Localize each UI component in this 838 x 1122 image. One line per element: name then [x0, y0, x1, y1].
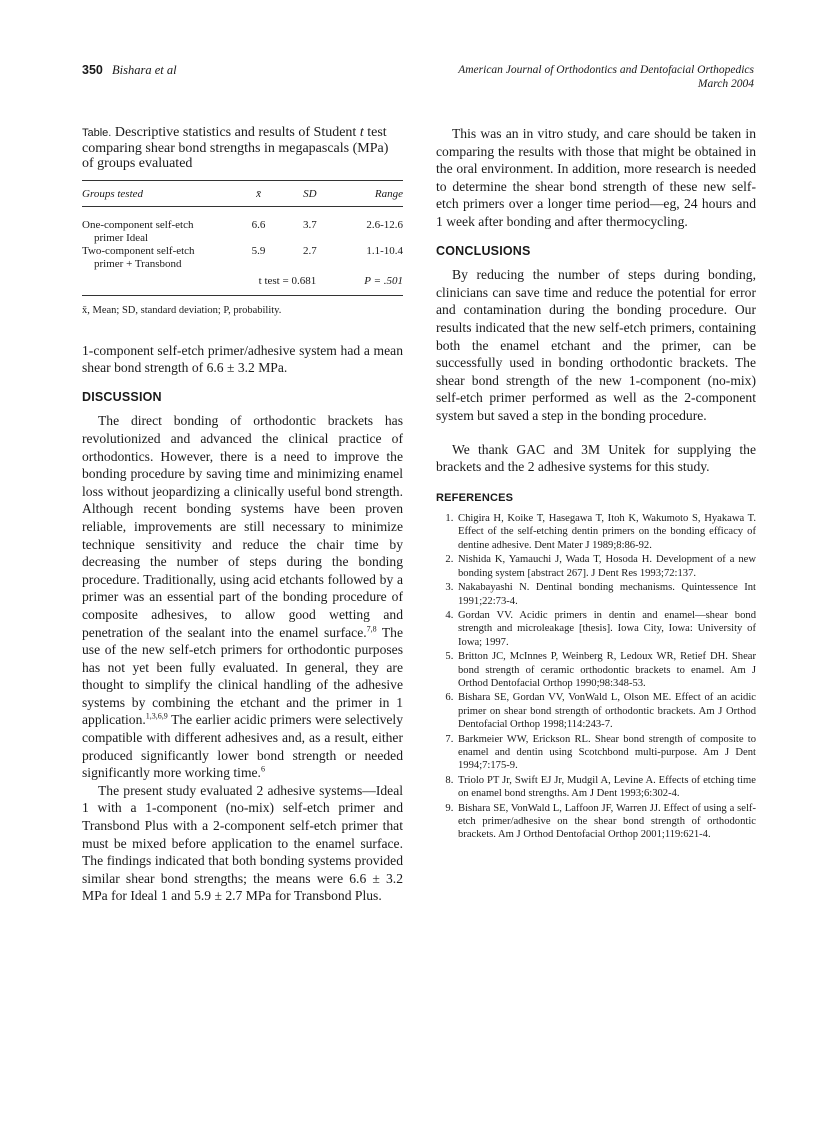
col-header-range: Range [339, 181, 403, 207]
cell-group [82, 207, 236, 246]
col-header-sd: SD [281, 181, 339, 207]
p-value: P = .501 [339, 271, 403, 296]
table-footnote: x̄, Mean; SD, standard deviation; P, probability. [82, 305, 282, 316]
table-caption-rest: test comparing shear bond strengths in megapascals (MPa) of groups evaluated [82, 125, 389, 171]
citation: 1,3,6,9 [145, 711, 168, 721]
journal-title: American Journal of Orthodontics and Dentofacial Orthopedics [458, 64, 754, 76]
table-header-row [82, 181, 403, 207]
cell-mean: 5.9 [251, 245, 266, 257]
conclusions-paragraph: By reducing the number of steps during bonding, clinicians can save time and reduce the potential for error and contamination during the bonding procedure. Our results indicated that the new self-etch primers, containing both the enamel etchant and the primer, can be successfully used in bonding orthodontic brackets. The shear bond strength of the new 1-component (no-mix) self-etch primer performed as well as the 2-component system but saved a step in the bonding procedure. [436, 267, 756, 423]
citation: 7,8 [366, 623, 377, 633]
reference-item: 2. Nishida K, Yamauchi J, Wada T, Hosoda H. Development of a new bonding system [abstract 267]. J Dent Res 1993;72:137. [456, 553, 756, 579]
acknowledgment: We thank GAC and 3M Unitek for supplying the brackets and the 2 adhesive systems for this study. [436, 441, 756, 475]
table-ttest-row [82, 271, 403, 296]
issue-date: March 2004 [697, 78, 754, 90]
ttest-value: t test = 0.681 [236, 271, 339, 296]
table-row [82, 245, 403, 271]
discussion-paragraph-2: The present study evaluated 2 adhesive systems—Ideal 1 with a 1-component (no-mix) self-etch primer and Transbond Plus with a 2-component self-etch primer that must be mixed before application to the enamel surface. The findings indicated that both bonding systems provided similar shear bond strengths; the means were 6.6 ± 3.2 MPa for Ideal 1 and 5.9 ± 2.7 MPa for Transbond Plus. [82, 782, 403, 904]
reference-item: 8. Triolo PT Jr, Swift EJ Jr, Mudgil A, Levine A. Effects of etching time on enamel bond strengths. Am J Dent 1993;6:302-4. [456, 774, 756, 800]
group-name-line1: One-component self-etch [82, 219, 194, 231]
reference-item: 7. Barkmeier WW, Erickson RL. Shear bond strength of composite to enamel and dentin using Scotchbond multi-purpose. Am J Dent 1994;7:175-9. [456, 733, 756, 773]
references-heading: REFERENCES [436, 491, 514, 504]
discussion-heading: DISCUSSION [82, 389, 162, 404]
table-caption-text: Descriptive statistics and results of Student [114, 125, 357, 140]
reference-item: 5. Britton JC, McInnes P, Weinberg R, Ledoux WR, Retief DH. Shear bond strength of ceramic orthodontic brackets to enamel. Am J Orthod Dentofacial Orthop 1990;98:348-53. [456, 650, 756, 690]
conclusions-heading: CONCLUSIONS [436, 243, 531, 258]
reference-item: 9. Bishara SE, VonWald L, Laffoon JF, Warren JJ. Effect of using a self-etch primer/adhesive on the shear bond strength of orthodontic brackets. Am J Orthod Dentofacial Orthop 2001;119:621-4. [456, 802, 756, 842]
page-number: 350 [82, 63, 103, 77]
group-name-line1: Two-component self-etch [82, 245, 195, 257]
group-name-line2: primer Ideal [94, 232, 149, 244]
group-name-line2: primer + Transbond [94, 258, 182, 270]
references-list [436, 512, 756, 841]
cell-sd: 2.7 [303, 245, 317, 257]
discussion-text: The earlier acidic primers were selectively compatible with different adhesives and, as a result, either produced significantly lower bond strength or needed significantly more working time. [82, 712, 403, 781]
discussion-paragraph-3: This was an in vitro study, and care should be taken in comparing the results with those that might be obtained in the oral environment. In addition, more research is needed to determine the shear bond strength of these new self-etch primers over a longer time period—eg, 24 hours and 1 week after bonding and after thermocycling. [436, 126, 756, 229]
discussion-text: The use of the new self-etch primers for orthodontic purposes has not yet been fully evaluated. In general, they are thought to simplify the clinical handling of the adhesive systems by combining the etchant and the primer in 1 application. [82, 624, 403, 728]
cell-range: 2.6-12.6 [366, 219, 403, 231]
right-column [436, 125, 756, 843]
discussion-paragraph-1 [82, 412, 403, 781]
running-header-right [458, 63, 754, 91]
cell-group [82, 245, 236, 271]
cell-mean: 6.6 [251, 219, 266, 231]
results-continuation: 1-component self-etch primer/adhesive system had a mean shear bond strength of 6.6 ± 3.2 MPa. [82, 342, 403, 376]
cell-sd: 3.7 [303, 219, 317, 231]
table-label: Table. [82, 127, 112, 139]
citation: 6 [260, 764, 265, 774]
reference-item: 1. Chigira H, Koike T, Hasegawa T, Itoh K, Wakumoto S, Hyakawa T. Effect of the self-etching dentin primers on the bonding efficacy of dentine adhesive. Dent Mater J 1989;8:86-92. [456, 512, 756, 552]
reference-item: 6. Bishara SE, Gordan VV, VonWald L, Olson ME. Effect of an acidic primer on shear bond strength of orthodontic brackets. Am J Orthod Dentofacial Orthop 1998;114:243-7. [456, 691, 756, 731]
col-header-groups: Groups tested [82, 181, 236, 207]
table-caption-italic: t [359, 125, 364, 140]
discussion-text: The direct bonding of orthodontic brackets has revolutionized and advanced the clinical practice of orthodontics. However, there is a need to improve the bonding procedure by saving time and minimizing enamel loss without jeopardizing a clinically useful bond strength. Although recent bonding systems have been proven reliable, improvements are still necessary to minimize technique sensitivity and reduce the chair time by decreasing the number of steps during the bonding procedure. Traditionally, using acid etchants followed by a primer was an essential part of the bonding procedure of composite adhesives, to allow good wetting and penetration of the sealant into the enamel surface. [82, 413, 403, 640]
statistics-table [82, 180, 403, 296]
table-caption [82, 125, 403, 171]
running-header-left [82, 63, 177, 78]
reference-item: 3. Nakabayashi N. Dentinal bonding mechanisms. Quintessence Int 1991;22:73-4. [456, 581, 756, 607]
cell-range: 1.1-10.4 [366, 245, 403, 257]
running-authors: Bishara et al [111, 63, 177, 77]
col-header-mean: x̄ [236, 181, 281, 207]
left-column [82, 125, 403, 905]
reference-item: 4. Gordan VV. Acidic primers in dentin and enamel—shear bond strength and microleakage [thesis]. Iowa City, Iowa: University of Iowa; 1997. [456, 609, 756, 649]
table-row [82, 207, 403, 246]
